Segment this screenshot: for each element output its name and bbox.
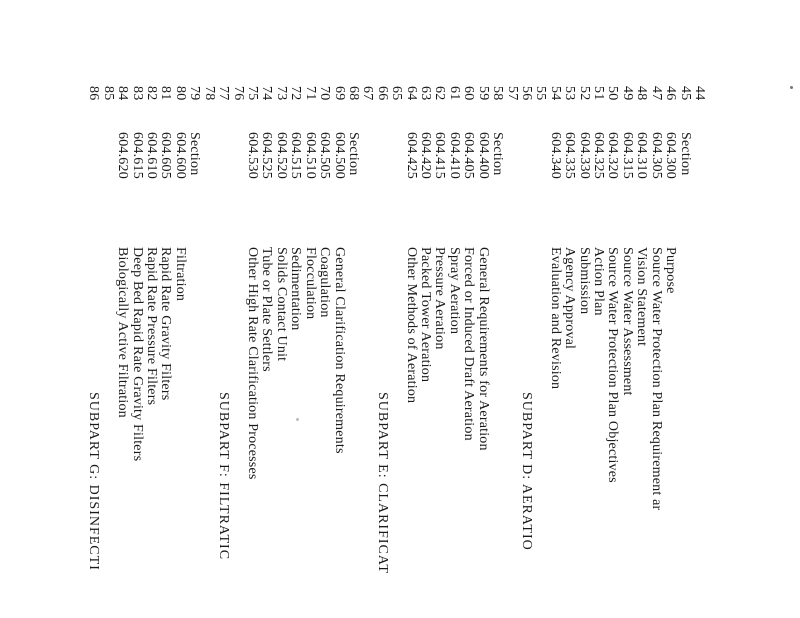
scan-mark [296,418,299,421]
line-number: 78 [201,86,217,101]
line-number: 79 [187,86,203,101]
section-number: 604.310 [634,132,650,179]
line-number: 65 [389,86,405,101]
section-title: Other High Rate Clarification Processes [244,247,260,480]
line-number: 63 [418,86,434,101]
line-number: 64 [403,86,419,101]
section-title: General Clarification Requirements [331,247,347,454]
line-number: 77 [216,86,232,101]
line-number: 51 [591,86,607,101]
section-number: 604.530 [244,132,260,179]
line-number: 58 [490,86,506,101]
line-number: 67 [360,86,376,101]
section-number: 604.510 [302,132,318,179]
line-number: 86 [86,86,102,101]
section-title: Submission [576,247,592,315]
line-number: 82 [144,86,160,101]
line-number: 83 [129,86,145,101]
line-number: 71 [302,86,318,101]
line-number: 45 [677,86,693,101]
section-number: Section [490,132,506,176]
section-number: 604.305 [648,132,664,179]
section-number: 604.330 [576,132,592,179]
line-number: 53 [562,86,578,101]
line-number: 46 [663,86,679,101]
section-number: 604.500 [331,132,347,179]
section-title: Source Water Protection Plan Objectives [605,247,621,483]
section-number: 604.420 [418,132,434,179]
line-number: 81 [158,86,174,101]
section-number: 604.505 [317,132,333,179]
section-number: 604.615 [129,132,145,179]
section-title: Forced or Induced Draft Aeration [461,247,477,441]
line-number: 56 [518,86,534,101]
line-number: 49 [619,86,635,101]
line-number: 84 [115,86,131,101]
section-title: Rapid Rate Gravity Filters [158,247,174,401]
section-title: Source Water Protection Plan Requirement ar [648,247,664,511]
section-number: Section [187,132,203,176]
section-number: 604.600 [172,132,188,179]
section-number: 604.515 [288,132,304,179]
section-title: General Requirements for Aeration [475,247,491,451]
section-title: Other Methods of Aeration [403,247,419,404]
section-title: Source Water Assessment [619,247,635,396]
line-number: 54 [547,86,563,101]
section-number: 604.605 [158,132,174,179]
section-number: 604.315 [619,132,635,179]
line-number: 73 [273,86,289,101]
section-title: Solids Contact Unit [273,247,289,362]
section-title: Sedimentation [288,247,304,331]
line-number: 75 [244,86,260,101]
section-number: 604.415 [432,132,448,179]
subpart-heading: SUBPART G: DISINFECTI [86,392,102,571]
section-number: 604.620 [115,132,131,179]
section-number: 604.610 [144,132,160,179]
section-number: 604.340 [547,132,563,179]
section-title: Packed Tower Aeration [418,247,434,383]
line-number: 85 [100,86,116,101]
section-number: 604.405 [461,132,477,179]
line-number: 70 [317,86,333,101]
section-title: Deep Bed Rapid Rate Gravity Filters [129,247,145,462]
line-number: 55 [533,86,549,101]
section-number: 604.400 [475,132,491,179]
section-number: 604.320 [605,132,621,179]
section-title: Coagulation [317,247,333,318]
section-number: 604.335 [562,132,578,179]
section-number: Section [345,132,361,176]
line-number: 62 [432,86,448,101]
section-title: Filtration [172,247,188,302]
section-number: 604.525 [259,132,275,179]
line-number: 48 [634,86,650,101]
subpart-heading: SUBPART F: FILTRATIC [216,392,232,561]
section-number: 604.520 [273,132,289,179]
section-number: 604.410 [446,132,462,179]
section-title: Evaluation and Revision [547,247,563,390]
section-number: Section [677,132,693,176]
line-number: 60 [461,86,477,101]
section-title: Rapid Rate Pressure Filters [144,247,160,406]
line-number: 72 [288,86,304,101]
section-title: Tube or Plate Settlers [259,247,275,372]
section-title: Flocculation [302,247,318,320]
section-title: Biologically Active Filtration [115,247,131,418]
line-number: 66 [374,86,390,101]
line-number: 68 [345,86,361,101]
line-number: 74 [259,86,275,101]
section-title: Pressure Aeration [432,247,448,350]
subpart-heading: SUBPART D: AERATIO [518,392,534,551]
line-number: 47 [648,86,664,101]
line-number: 52 [576,86,592,101]
line-number: 61 [446,86,462,101]
section-title: Vision Statement [634,247,650,347]
line-number: 50 [605,86,621,101]
line-number: 44 [692,86,707,101]
line-number: 57 [504,86,520,101]
line-number: 69 [331,86,347,101]
line-number: 59 [475,86,491,101]
section-title: Action Plan [591,247,607,316]
section-number: 604.425 [403,132,419,179]
section-number: 604.325 [591,132,607,179]
scan-speck [790,86,793,89]
section-title: Purpose [663,247,679,294]
section-number: 604.300 [663,132,679,179]
line-number: 76 [230,86,246,101]
line-number: 80 [172,86,188,101]
section-title: Spray Aeration [446,247,462,335]
section-title: Agency Approval [562,247,578,350]
subpart-heading: SUBPART E: CLARIFICAT [374,392,390,574]
